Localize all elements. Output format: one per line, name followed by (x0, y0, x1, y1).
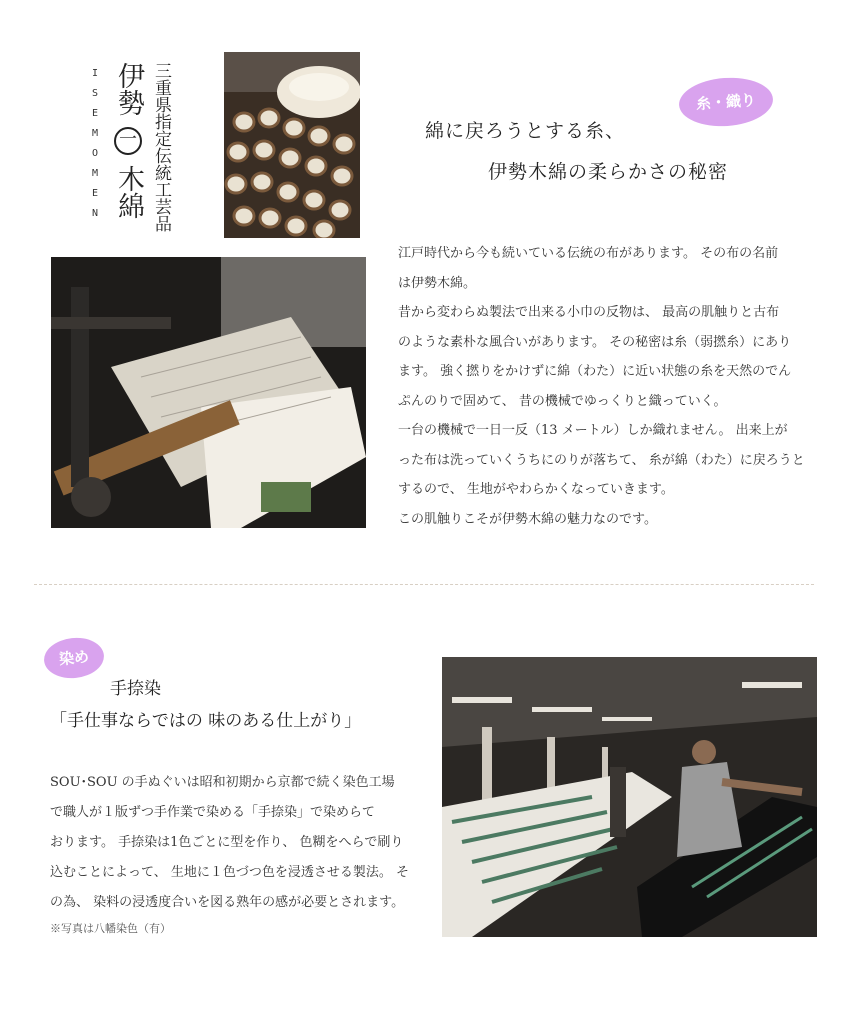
dyeing-workshop-photo (442, 657, 817, 937)
photo-credit-note: ※写真は八幡染色（有） (50, 922, 171, 935)
section-divider (34, 584, 814, 585)
section2-body-line: で職人が１版ずつ手作業で染める「手捺染」で染めらて (50, 805, 375, 820)
section2-body-line: 込むことによって、 生地に１色づつ色を浸透させる製法。 そ (50, 865, 410, 880)
thread-spools-photo (224, 52, 360, 238)
logo-circle-mark: 一 (114, 127, 142, 155)
logo-title (112, 62, 146, 219)
section1-body (398, 239, 818, 534)
section2-title: 手捺染 (110, 679, 161, 699)
section1-body-line: のような素朴な風合いがあります。 その秘密は糸（弱撚糸）にあり (398, 334, 792, 350)
section1-heading-line1: 綿に戻ろうとする糸、 (425, 120, 626, 142)
logo-title-bottom: 木綿 (113, 165, 144, 220)
section2-body-line: の為、 染料の浸透度合いを図る熟年の感が必要とされます。 (50, 895, 405, 910)
logo-romanization: I S E M O M E N (91, 68, 99, 219)
section2-body (50, 768, 440, 918)
section2-subtitle: 「手仕事ならではの 味のある仕上がり」 (50, 711, 362, 731)
section1-body-line: った布は洗っていくうちにのりが落ちて、 糸が綿（わた）に戻ろうと (398, 452, 805, 468)
logo-subtitle: 三重県指定伝統工芸品 (151, 62, 171, 232)
section2-body-line: おります。 手捺染は1色ごとに型を作り、 色糊をへらで刷り (50, 835, 404, 850)
section1-body-line: 一台の機械で一日一反（13 メートル）しか織れません。 出来上が (398, 423, 788, 438)
badge-dyeing: 染め (42, 635, 106, 681)
section1-body-line: 昔から変わらぬ製法で出来る小巾の反物は、 最高の肌触りと古布 (398, 305, 780, 320)
section1-heading-line2: 伊勢木綿の柔らかさの秘密 (488, 161, 729, 183)
logo-title-top: 伊勢 (113, 62, 144, 116)
loom-photo (51, 257, 366, 528)
section1-body-line: は伊勢木綿。 (398, 275, 477, 291)
section1-body-line: この肌触りこそが伊勢木綿の魅力なのです。 (398, 511, 657, 527)
section1-body-line: 江戸時代から今も続いている伝統の布があります。 その布の名前 (398, 246, 779, 261)
section2-body-line: SOU･SOU の手ぬぐいは昭和初期から京都で続く染色工場 (50, 775, 395, 790)
section1-body-line: ぷんのりで固めて、 昔の機械でゆっくりと織っていく。 (398, 393, 727, 409)
badge-thread-weaving: 糸・織り (677, 75, 774, 129)
section1-body-line: ます。 強く撚りをかけずに綿（わた）に近い状態の糸を天然のでん (398, 364, 792, 379)
section1-body-line: するので、 生地がやわらかくなっていきます。 (398, 482, 674, 497)
